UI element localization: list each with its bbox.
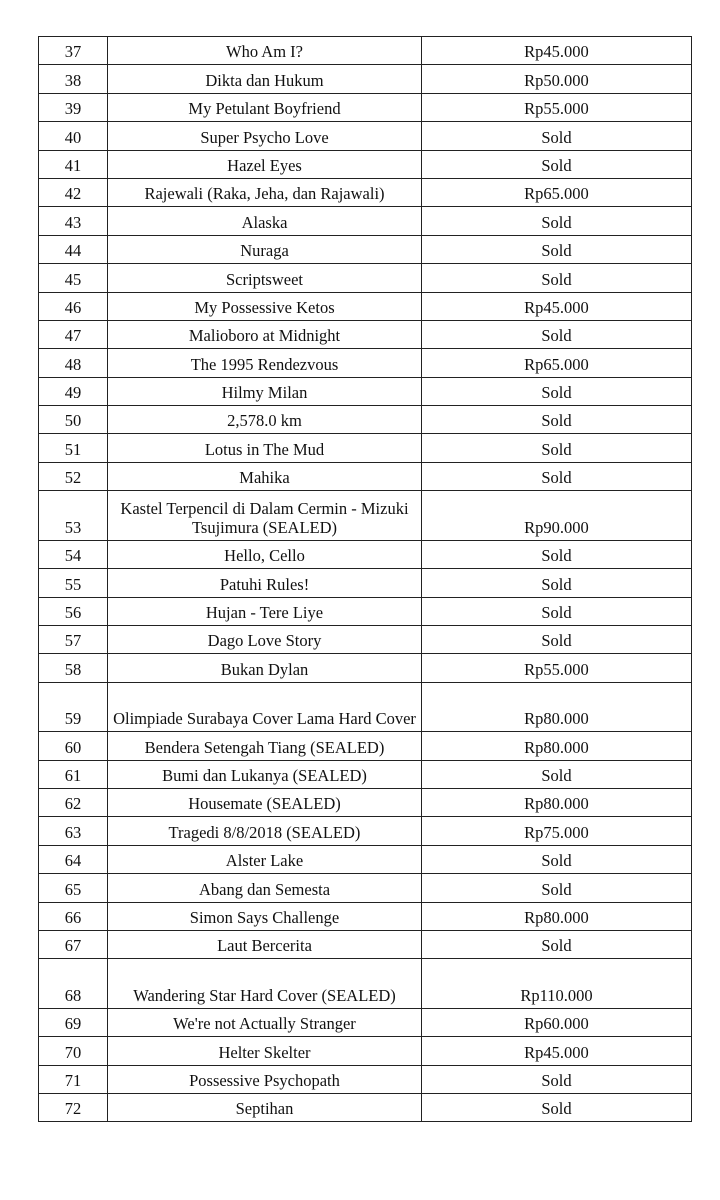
table-row xyxy=(39,150,692,178)
row-number-cell: 46 xyxy=(39,292,108,320)
price-status-cell: Rp55.000 xyxy=(422,93,692,121)
book-price-table xyxy=(38,36,692,1122)
price-status-cell: Sold xyxy=(422,1094,692,1122)
row-number-cell: 64 xyxy=(39,845,108,873)
row-number-cell: 52 xyxy=(39,462,108,490)
table-row xyxy=(39,1008,692,1036)
book-title-cell: Wandering Star Hard Cover (SEALED) xyxy=(108,959,422,1009)
row-number-cell: 51 xyxy=(39,434,108,462)
table-row xyxy=(39,122,692,150)
price-status-cell: Sold xyxy=(422,874,692,902)
book-title-cell: Malioboro at Midnight xyxy=(108,320,422,348)
book-title-cell: 2,578.0 km xyxy=(108,406,422,434)
book-title-cell: Simon Says Challenge xyxy=(108,902,422,930)
book-title-cell: Bendera Setengah Tiang (SEALED) xyxy=(108,732,422,760)
table-row xyxy=(39,788,692,816)
price-status-cell: Rp110.000 xyxy=(422,959,692,1009)
table-row xyxy=(39,349,692,377)
row-number-cell: 47 xyxy=(39,320,108,348)
table-row xyxy=(39,654,692,682)
row-number-cell: 71 xyxy=(39,1065,108,1093)
book-title-cell: My Petulant Boyfriend xyxy=(108,93,422,121)
book-title-cell: Patuhi Rules! xyxy=(108,569,422,597)
row-number-cell: 49 xyxy=(39,377,108,405)
table-row xyxy=(39,930,692,958)
row-number-cell: 44 xyxy=(39,235,108,263)
table-row xyxy=(39,817,692,845)
table-row xyxy=(39,902,692,930)
table-row xyxy=(39,760,692,788)
book-title-cell: Bukan Dylan xyxy=(108,654,422,682)
table-row xyxy=(39,959,692,1009)
table-row xyxy=(39,264,692,292)
table-row xyxy=(39,178,692,206)
book-title-cell: Alaska xyxy=(108,207,422,235)
table-row xyxy=(39,874,692,902)
row-number-cell: 43 xyxy=(39,207,108,235)
table-row xyxy=(39,732,692,760)
book-title-cell: Housemate (SEALED) xyxy=(108,788,422,816)
price-status-cell: Rp80.000 xyxy=(422,682,692,732)
row-number-cell: 37 xyxy=(39,37,108,65)
book-title-cell: Hujan - Tere Liye xyxy=(108,597,422,625)
book-title-cell: Hazel Eyes xyxy=(108,150,422,178)
table-row xyxy=(39,491,692,541)
row-number-cell: 60 xyxy=(39,732,108,760)
book-title-cell: We're not Actually Stranger xyxy=(108,1008,422,1036)
table-row xyxy=(39,1094,692,1122)
row-number-cell: 67 xyxy=(39,930,108,958)
book-title-cell: Lotus in The Mud xyxy=(108,434,422,462)
book-title-cell: Scriptsweet xyxy=(108,264,422,292)
price-status-cell: Sold xyxy=(422,462,692,490)
row-number-cell: 53 xyxy=(39,491,108,541)
price-status-cell: Sold xyxy=(422,235,692,263)
price-status-cell: Sold xyxy=(422,264,692,292)
book-title-cell: The 1995 Rendezvous xyxy=(108,349,422,377)
book-price-sheet xyxy=(38,36,691,1122)
row-number-cell: 56 xyxy=(39,597,108,625)
table-row xyxy=(39,292,692,320)
book-table-body xyxy=(39,37,692,1122)
row-number-cell: 69 xyxy=(39,1008,108,1036)
row-number-cell: 58 xyxy=(39,654,108,682)
table-row xyxy=(39,434,692,462)
book-title-cell: Hilmy Milan xyxy=(108,377,422,405)
table-row xyxy=(39,462,692,490)
table-row xyxy=(39,569,692,597)
price-status-cell: Sold xyxy=(422,207,692,235)
price-status-cell: Sold xyxy=(422,760,692,788)
table-row xyxy=(39,625,692,653)
book-title-cell: Alster Lake xyxy=(108,845,422,873)
price-status-cell: Rp80.000 xyxy=(422,902,692,930)
row-number-cell: 70 xyxy=(39,1037,108,1065)
price-status-cell: Rp65.000 xyxy=(422,349,692,377)
row-number-cell: 65 xyxy=(39,874,108,902)
row-number-cell: 68 xyxy=(39,959,108,1009)
price-status-cell: Rp45.000 xyxy=(422,292,692,320)
row-number-cell: 72 xyxy=(39,1094,108,1122)
row-number-cell: 63 xyxy=(39,817,108,845)
book-title-cell: My Possessive Ketos xyxy=(108,292,422,320)
price-status-cell: Rp80.000 xyxy=(422,732,692,760)
table-row xyxy=(39,597,692,625)
table-row xyxy=(39,406,692,434)
table-row xyxy=(39,845,692,873)
price-status-cell: Rp50.000 xyxy=(422,65,692,93)
table-row xyxy=(39,235,692,263)
table-row xyxy=(39,1037,692,1065)
row-number-cell: 57 xyxy=(39,625,108,653)
book-title-cell: Kastel Terpencil di Dalam Cermin - Mizuki Tsujimura (SEALED) xyxy=(108,491,422,541)
price-status-cell: Rp65.000 xyxy=(422,178,692,206)
row-number-cell: 54 xyxy=(39,540,108,568)
book-title-cell: Dikta dan Hukum xyxy=(108,65,422,93)
book-title-cell: Hello, Cello xyxy=(108,540,422,568)
book-title-cell: Helter Skelter xyxy=(108,1037,422,1065)
row-number-cell: 39 xyxy=(39,93,108,121)
book-title-cell: Rajewali (Raka, Jeha, dan Rajawali) xyxy=(108,178,422,206)
row-number-cell: 61 xyxy=(39,760,108,788)
row-number-cell: 55 xyxy=(39,569,108,597)
price-status-cell: Rp90.000 xyxy=(422,491,692,541)
book-title-cell: Tragedi 8/8/2018 (SEALED) xyxy=(108,817,422,845)
book-title-cell: Abang dan Semesta xyxy=(108,874,422,902)
row-number-cell: 40 xyxy=(39,122,108,150)
table-row xyxy=(39,93,692,121)
row-number-cell: 59 xyxy=(39,682,108,732)
price-status-cell: Sold xyxy=(422,150,692,178)
price-status-cell: Sold xyxy=(422,122,692,150)
price-status-cell: Sold xyxy=(422,569,692,597)
book-title-cell: Mahika xyxy=(108,462,422,490)
book-title-cell: Bumi dan Lukanya (SEALED) xyxy=(108,760,422,788)
table-row xyxy=(39,65,692,93)
table-row xyxy=(39,320,692,348)
row-number-cell: 42 xyxy=(39,178,108,206)
price-status-cell: Sold xyxy=(422,1065,692,1093)
row-number-cell: 50 xyxy=(39,406,108,434)
table-row xyxy=(39,1065,692,1093)
price-status-cell: Rp45.000 xyxy=(422,1037,692,1065)
row-number-cell: 62 xyxy=(39,788,108,816)
price-status-cell: Rp75.000 xyxy=(422,817,692,845)
price-status-cell: Rp45.000 xyxy=(422,37,692,65)
price-status-cell: Rp55.000 xyxy=(422,654,692,682)
price-status-cell: Sold xyxy=(422,597,692,625)
table-row xyxy=(39,207,692,235)
price-status-cell: Sold xyxy=(422,406,692,434)
price-status-cell: Rp60.000 xyxy=(422,1008,692,1036)
book-title-cell: Nuraga xyxy=(108,235,422,263)
price-status-cell: Sold xyxy=(422,930,692,958)
book-title-cell: Possessive Psychopath xyxy=(108,1065,422,1093)
price-status-cell: Rp80.000 xyxy=(422,788,692,816)
table-row xyxy=(39,37,692,65)
price-status-cell: Sold xyxy=(422,377,692,405)
price-status-cell: Sold xyxy=(422,434,692,462)
row-number-cell: 45 xyxy=(39,264,108,292)
table-row xyxy=(39,540,692,568)
row-number-cell: 38 xyxy=(39,65,108,93)
book-title-cell: Olimpiade Surabaya Cover Lama Hard Cover xyxy=(108,682,422,732)
book-title-cell: Septihan xyxy=(108,1094,422,1122)
price-status-cell: Sold xyxy=(422,845,692,873)
row-number-cell: 41 xyxy=(39,150,108,178)
row-number-cell: 66 xyxy=(39,902,108,930)
price-status-cell: Sold xyxy=(422,625,692,653)
table-row xyxy=(39,682,692,732)
price-status-cell: Sold xyxy=(422,320,692,348)
book-title-cell: Laut Bercerita xyxy=(108,930,422,958)
book-title-cell: Who Am I? xyxy=(108,37,422,65)
book-title-cell: Dago Love Story xyxy=(108,625,422,653)
row-number-cell: 48 xyxy=(39,349,108,377)
table-row xyxy=(39,377,692,405)
price-status-cell: Sold xyxy=(422,540,692,568)
book-title-cell: Super Psycho Love xyxy=(108,122,422,150)
